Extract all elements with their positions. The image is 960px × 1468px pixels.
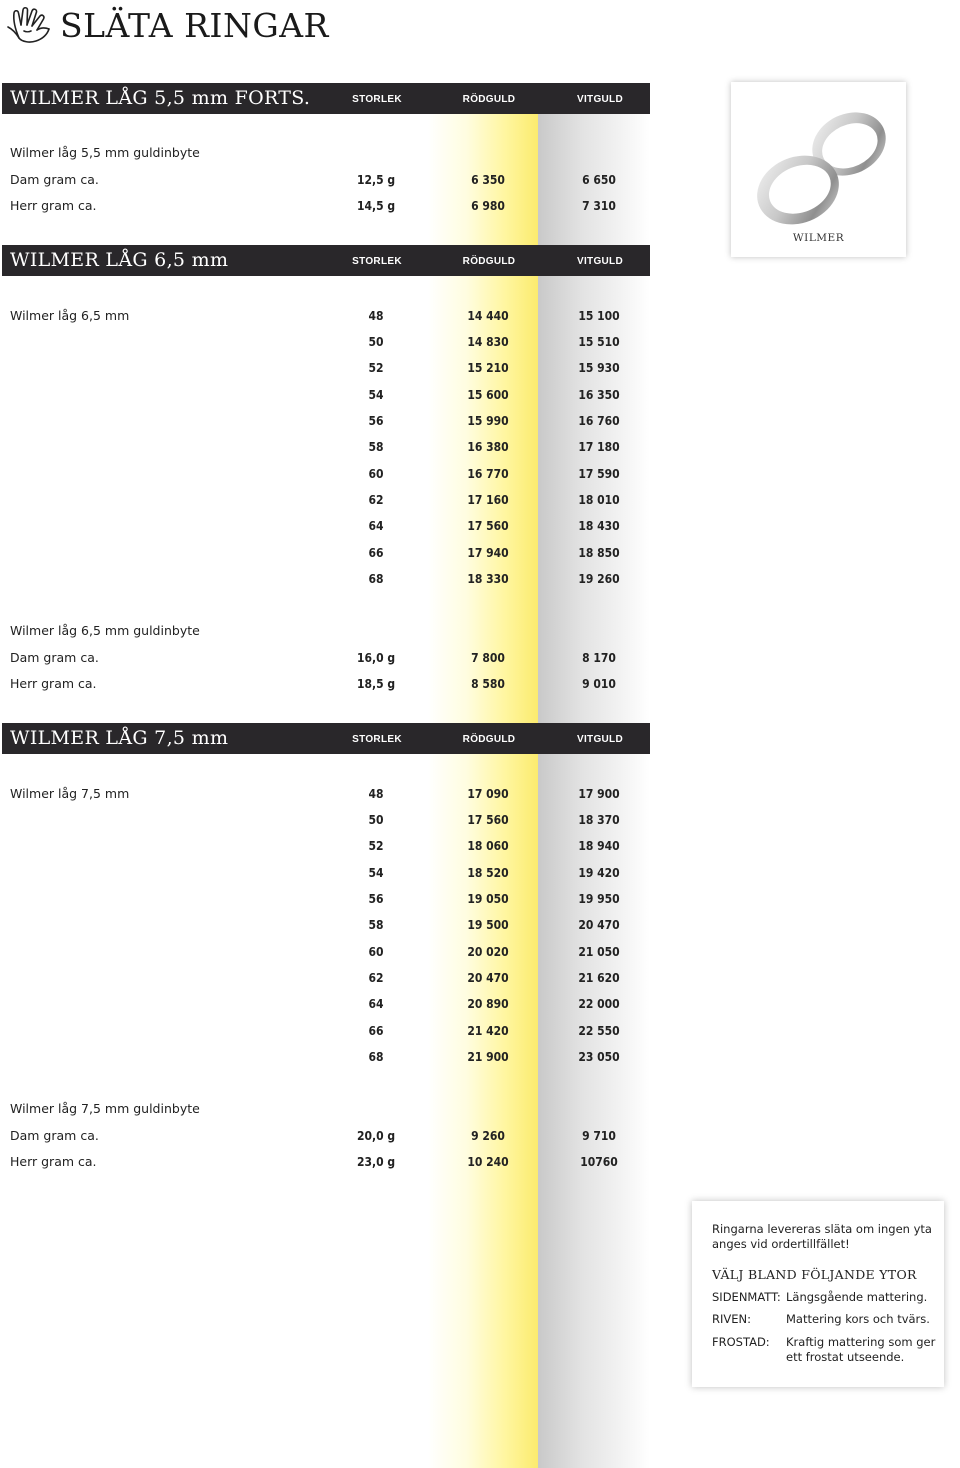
column-header-white-gold: VITGULD xyxy=(577,94,623,105)
size-cell: 62 xyxy=(368,493,384,507)
row-label: Wilmer låg 6,5 mm guldinbyte xyxy=(10,623,200,638)
table-row xyxy=(0,1099,650,1119)
white-gold-price-cell: 8 170 xyxy=(582,651,616,665)
size-cell: 62 xyxy=(368,971,384,985)
table-row xyxy=(0,915,650,935)
hand-icon xyxy=(4,5,52,45)
row-label: Wilmer låg 7,5 mm guldinbyte xyxy=(10,1101,200,1116)
white-gold-price-cell: 15 510 xyxy=(578,335,620,349)
table-row xyxy=(0,437,650,457)
column-header-rose-gold: RÖDGULD xyxy=(462,94,516,105)
white-gold-price-cell: 17 900 xyxy=(578,787,620,801)
column-header-size: STORLEK xyxy=(352,94,402,105)
table-row xyxy=(0,968,650,988)
size-cell: 54 xyxy=(368,388,384,402)
table-row xyxy=(0,674,650,694)
white-gold-price-cell: 18 850 xyxy=(578,546,620,560)
table-row xyxy=(0,648,650,668)
size-cell: 16,0 g xyxy=(356,651,396,665)
table-row xyxy=(0,332,650,352)
section-header-wilmer-5-5 xyxy=(2,83,650,114)
rose-gold-price-cell: 9 260 xyxy=(471,1129,505,1143)
white-gold-price-cell: 10760 xyxy=(580,1155,618,1169)
white-gold-price-cell: 18 010 xyxy=(578,493,620,507)
size-cell: 12,5 g xyxy=(356,173,396,187)
rose-gold-price-cell: 6 350 xyxy=(471,173,505,187)
table-row xyxy=(0,385,650,405)
table-row xyxy=(0,621,650,641)
surface-options-box xyxy=(692,1201,944,1387)
rose-gold-price-cell: 19 050 xyxy=(467,892,509,906)
table-row xyxy=(0,1021,650,1041)
table-row xyxy=(0,784,650,804)
size-cell: 52 xyxy=(368,361,384,375)
size-cell: 54 xyxy=(368,866,384,880)
rose-gold-price-cell: 15 990 xyxy=(467,414,509,428)
size-cell: 68 xyxy=(368,572,384,586)
rose-gold-price-cell: 20 020 xyxy=(467,945,509,959)
size-cell: 66 xyxy=(368,1024,384,1038)
rose-gold-price-cell: 17 090 xyxy=(467,787,509,801)
rose-gold-price-cell: 15 210 xyxy=(467,361,509,375)
page-header xyxy=(4,2,329,48)
size-cell: 50 xyxy=(368,335,384,349)
rose-gold-price-cell: 19 500 xyxy=(467,918,509,932)
white-gold-price-cell: 18 370 xyxy=(578,813,620,827)
section-header-wilmer-6-5 xyxy=(2,245,650,276)
rose-gold-price-cell: 21 900 xyxy=(467,1050,509,1064)
table-row xyxy=(0,1152,650,1172)
size-cell: 23,0 g xyxy=(356,1155,396,1169)
white-gold-price-cell: 15 930 xyxy=(578,361,620,375)
white-gold-price-cell: 23 050 xyxy=(578,1050,620,1064)
column-header-white-gold: VITGULD xyxy=(577,734,623,745)
table-row xyxy=(0,358,650,378)
rose-gold-price-cell: 20 470 xyxy=(467,971,509,985)
table-row xyxy=(0,464,650,484)
rose-gold-price-cell: 17 560 xyxy=(467,813,509,827)
row-label: Wilmer låg 5,5 mm guldinbyte xyxy=(10,145,200,160)
table-row xyxy=(0,810,650,830)
white-gold-price-cell: 19 420 xyxy=(578,866,620,880)
section-title: WILMER LÅG 5,5 mm FORTS. xyxy=(10,87,311,109)
table-row xyxy=(0,836,650,856)
page-title: SLÄTA RINGAR xyxy=(60,5,329,45)
table-row xyxy=(0,569,650,589)
column-header-rose-gold: RÖDGULD xyxy=(462,256,516,267)
row-label: Herr gram ca. xyxy=(10,1154,97,1169)
table-row xyxy=(0,889,650,909)
white-gold-price-cell: 19 950 xyxy=(578,892,620,906)
rose-gold-price-cell: 16 770 xyxy=(467,467,509,481)
white-gold-price-cell: 7 310 xyxy=(582,199,616,213)
white-gold-price-cell: 6 650 xyxy=(582,173,616,187)
rose-gold-price-cell: 15 600 xyxy=(467,388,509,402)
table-row xyxy=(0,196,650,216)
rose-gold-price-cell: 17 160 xyxy=(467,493,509,507)
size-cell: 64 xyxy=(368,997,384,1011)
white-gold-price-cell: 17 590 xyxy=(578,467,620,481)
row-label: Dam gram ca. xyxy=(10,1128,99,1143)
rose-gold-price-cell: 6 980 xyxy=(471,199,505,213)
rose-gold-price-cell: 14 440 xyxy=(467,309,509,323)
row-label: Herr gram ca. xyxy=(10,198,97,213)
white-gold-price-cell: 19 260 xyxy=(578,572,620,586)
surface-options-heading: VÄLJ BLAND FÖLJANDE YTOR xyxy=(712,1267,917,1282)
white-gold-price-cell: 16 350 xyxy=(578,388,620,402)
surface-description: Mattering kors och tvärs. xyxy=(786,1312,930,1326)
rose-gold-price-cell: 10 240 xyxy=(467,1155,509,1169)
section-title: WILMER LÅG 7,5 mm xyxy=(10,727,229,749)
size-cell: 66 xyxy=(368,546,384,560)
white-gold-price-cell: 18 940 xyxy=(578,839,620,853)
table-row xyxy=(0,863,650,883)
surface-term: FROSTAD: xyxy=(712,1335,770,1349)
rose-gold-price-cell: 7 800 xyxy=(471,651,505,665)
table-row xyxy=(0,1126,650,1146)
size-cell: 58 xyxy=(368,440,384,454)
size-cell: 50 xyxy=(368,813,384,827)
white-gold-price-cell: 16 760 xyxy=(578,414,620,428)
product-photo xyxy=(731,82,906,257)
table-row xyxy=(0,306,650,326)
table-row xyxy=(0,516,650,536)
rose-gold-price-cell: 8 580 xyxy=(471,677,505,691)
size-cell: 14,5 g xyxy=(356,199,396,213)
white-gold-price-cell: 20 470 xyxy=(578,918,620,932)
table-row xyxy=(0,942,650,962)
table-row xyxy=(0,1047,650,1067)
rose-gold-price-cell: 17 940 xyxy=(467,546,509,560)
row-label: Dam gram ca. xyxy=(10,650,99,665)
size-cell: 68 xyxy=(368,1050,384,1064)
white-gold-price-cell: 22 000 xyxy=(578,997,620,1011)
table-row xyxy=(0,143,650,163)
table-row xyxy=(0,170,650,190)
surface-term: RIVEN: xyxy=(712,1312,751,1326)
row-label: Dam gram ca. xyxy=(10,172,99,187)
rose-gold-price-cell: 21 420 xyxy=(467,1024,509,1038)
rose-gold-price-cell: 14 830 xyxy=(467,335,509,349)
white-gold-price-cell: 21 050 xyxy=(578,945,620,959)
white-gold-price-cell: 22 550 xyxy=(578,1024,620,1038)
rose-gold-price-cell: 18 520 xyxy=(467,866,509,880)
table-row xyxy=(0,490,650,510)
rose-gold-price-cell: 17 560 xyxy=(467,519,509,533)
table-row xyxy=(0,543,650,563)
size-cell: 48 xyxy=(368,309,384,323)
size-cell: 48 xyxy=(368,787,384,801)
white-gold-price-cell: 9 710 xyxy=(582,1129,616,1143)
rose-gold-price-cell: 16 380 xyxy=(467,440,509,454)
white-gold-price-cell: 18 430 xyxy=(578,519,620,533)
size-cell: 58 xyxy=(368,918,384,932)
size-cell: 52 xyxy=(368,839,384,853)
delivery-note: Ringarna levereras släta om ingen yta anges vid ordertillfället! xyxy=(712,1222,932,1251)
size-cell: 56 xyxy=(368,892,384,906)
rings-illustration xyxy=(731,82,906,232)
size-cell: 64 xyxy=(368,519,384,533)
rose-gold-price-cell: 18 330 xyxy=(467,572,509,586)
size-cell: 60 xyxy=(368,467,384,481)
row-label: Herr gram ca. xyxy=(10,676,97,691)
size-cell: 56 xyxy=(368,414,384,428)
row-label: Wilmer låg 7,5 mm xyxy=(10,786,130,801)
rose-gold-price-cell: 18 060 xyxy=(467,839,509,853)
surface-term: SIDENMATT: xyxy=(712,1290,781,1304)
white-gold-price-cell: 17 180 xyxy=(578,440,620,454)
table-row xyxy=(0,994,650,1014)
section-title: WILMER LÅG 6,5 mm xyxy=(10,249,229,271)
surface-description: Kraftig mattering som ger ett frostat utseende. xyxy=(786,1335,936,1364)
surface-description: Längsgående mattering. xyxy=(786,1290,928,1304)
column-header-white-gold: VITGULD xyxy=(577,256,623,267)
white-gold-price-cell: 15 100 xyxy=(578,309,620,323)
row-label: Wilmer låg 6,5 mm xyxy=(10,308,130,323)
table-row xyxy=(0,411,650,431)
photo-caption: WILMER xyxy=(792,232,845,244)
rose-gold-price-cell: 20 890 xyxy=(467,997,509,1011)
white-gold-price-cell: 9 010 xyxy=(582,677,616,691)
column-header-rose-gold: RÖDGULD xyxy=(462,734,516,745)
white-gold-price-cell: 21 620 xyxy=(578,971,620,985)
column-header-size: STORLEK xyxy=(352,734,402,745)
size-cell: 20,0 g xyxy=(356,1129,396,1143)
size-cell: 18,5 g xyxy=(356,677,396,691)
column-header-size: STORLEK xyxy=(352,256,402,267)
section-header-wilmer-7-5 xyxy=(2,723,650,754)
size-cell: 60 xyxy=(368,945,384,959)
